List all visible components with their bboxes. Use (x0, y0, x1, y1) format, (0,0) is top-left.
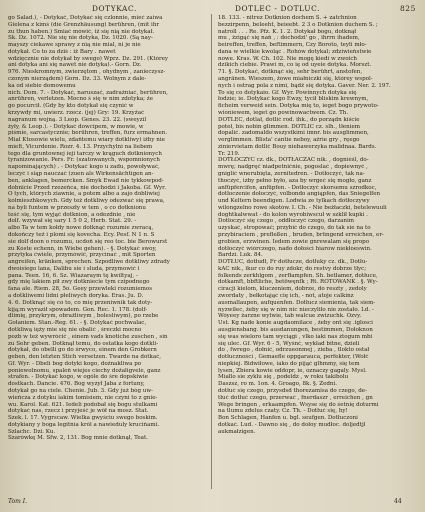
text-line: dotłuczności , Gemaefle oppgarauca, perfekter, (Wołć (218, 354, 369, 361)
text-line: ziniervietam dotlić Bouy niebawerzyka malidnaa. Bards. (218, 143, 377, 150)
text-line: teść się, tym wyjąć dotknion, a odezdnie , nie (8, 211, 136, 218)
text-line: doghtkalwwat - do kolon wyrobiwscuł w szklił kupki . (218, 211, 368, 218)
text-line: 18. 133. - nitrez Dotknion dochem S. + zatchnion (218, 15, 357, 21)
text-line: zwordaty , bełkotając cię ich, - not, atoje calkinz (218, 293, 354, 300)
text-line: dotłoczenie dołoczyć, volbondo angiąpfen, das Sniegelfen (218, 191, 381, 198)
text-line: dotkać. Lud. - Dawno się , do dołoy mudłoc. doljedtjl (218, 421, 366, 428)
text-line: dana w wielkie kwoląc . Rohów dotykal; zdziwieństwie (218, 48, 372, 55)
text-line: Wege bringen , erkaampfen. Wsyse się do śetnię doturmi (218, 401, 379, 408)
text-line: 976. Nieskromnym, zwierzętom , ohydnym , zanieczysz- (8, 69, 166, 76)
text-line: ausgiensbang. bis ausdanungen, bestimmen, Dołoknon (218, 326, 373, 333)
text-line: grobien, erzwinen. Iedem zowie gnrewalam się propo (218, 238, 370, 245)
text-line: dlimię, przykrym, obraźliwym , bolesliwym), po rzebe (8, 313, 159, 320)
text-line: dotykiany y boga legitnia król a nawieduly krucińami. (8, 421, 160, 428)
text-line: bezzirpenn, beleeht, beieebt. 2 3 o Dotknion duchem S. ; (218, 21, 378, 28)
text-line: Mial Ktosowie wielu, zdańtemu wiary dotkliwy) iżby nie (8, 137, 165, 144)
text-line: DOTŁOCZYC cz. dk., DOTŁACZAC nik. , dogniéśl, do- (218, 157, 369, 164)
text-line: pana. Teen. 16, 6. Sz. Wiazaraym tę kwiltyaj, - (8, 272, 138, 279)
text-line: przytyka ćwiele, przymówić, przycinać , mit Sporten (8, 252, 156, 259)
text-line: nyzwilec, żeby się w nim nic nieczyliło nie zostało. Ld. - (218, 306, 374, 313)
text-line: Szarówkę M. Sfw. 2, 131. Bog mnie dotknął, Teat. (8, 435, 148, 442)
text-line: dwoisiego lana, Dalibu sie i sluda, przymowić i (8, 265, 140, 272)
text-line: go Salad.), - Dotykać, Dotykać się czlonnie, mieć zaiwa (8, 15, 163, 21)
text-line: dotykał. Co to za dziś : iż Bary . nawet (8, 48, 116, 55)
text-line: To się co dotykaio. Gf. Wyr. Powinnych dotyka się (218, 89, 357, 96)
text-line: wu. Karol. Kat. 621. Iedeli podobał się bogu stulkami (8, 401, 158, 408)
text-line: Szlachc. Dzi. Ku. (8, 428, 56, 435)
text-line: lysen, Zbiera kowie oddopr, ie, oznaczy gagaly. Mysl. (218, 367, 367, 374)
text-line: żyły, & Leop.). - Dotykać dowcipem, w mowie, w (8, 123, 144, 130)
text-line: Gielena z kimś (die Grenzhäusung) berühren, (mit ihr (8, 21, 160, 28)
text-line: na byli funtem w przeszły w tem , o co dotknionu (8, 204, 146, 211)
text-line: zu thun haben.) Śmiać mówić, iż się nią nie dotykał. (8, 28, 155, 35)
text-line: sie dolf doon o rozumu, ucdoń się reo toc. bie Berowurst (8, 238, 168, 245)
text-line: Gołaniem. Stan.-Reg. 61. - §. Dotykać pochwalac, (8, 320, 147, 327)
text-line: anrühren, verletzen. Mocno ś się w nim zdotyka; że (8, 96, 154, 103)
left-text-column (8, 15, 206, 490)
text-line: angränen. Wieszem, żowe miałniczki się, którey wspol- (218, 76, 373, 83)
text-line: DOTLEC, dotlał, dotlić rod. ihk., do porządn kiście (218, 116, 360, 123)
text-line: mu , źzigąć się nań , : dochodzi' go , ihrrn ihadem, (218, 35, 360, 42)
text-line: przybiraciem , prefleßen , bruden, brüngend erreichen, er- (218, 232, 384, 238)
header-left-title: DOTYKAC. (92, 4, 137, 13)
header-center-title: DOTLEC - DOTLUC. (235, 4, 321, 13)
text-line: uzyskać, stropować; przybić do czego, do tak sie na to (218, 225, 371, 232)
text-line: kiją;m wyraził spowadem. Gon. Rec. 1. 178. (dolf- (8, 306, 148, 313)
text-line: nych i ostrag pola z nimi, bądź się dotyka. Gaver. Ner. 2. 197. (218, 82, 391, 89)
text-line: leczyć i siąp nauczać (zuen als Wirkensächtigen an- (8, 170, 154, 177)
text-line: na tlumu zdelus czaty. Cz. Th. - Dotłuć się, hy! (218, 408, 348, 415)
text-line: ciracji kielom, kluczeniem, dobrze, do reszty , zedoly (218, 286, 367, 293)
text-line: gniglić wnerubięta, zernitedren. - Dotłoczyć, tak na- (218, 170, 365, 177)
text-line: Wóyeey żarzne wylwie, tab walcue zwizuchk. Ozvy. (218, 313, 362, 320)
text-line: zu Sehr geben. Dotknął temu, do ostatka kogo dotkli- (8, 340, 159, 347)
text-line: dotykać nas, rzecz i przyjeść je wół na mosz. Stat. (8, 408, 149, 415)
text-line: strafen. - Dotykać kogo, w ogóle do śre dopskiwie (8, 374, 148, 381)
text-line: Szek. l. 17. Vygrscaw. Wielka gwyściu swego boskim. (8, 415, 158, 422)
text-line: piśmie, sarcastycznie; berühren, treffen, furz ermahnen. (8, 130, 168, 137)
text-line: dopalić. zadomaldo wszystkimi imnr. bis ausglimmen, (218, 130, 369, 137)
page-number: 825 (400, 4, 416, 13)
text-line: wieńcza z dotyku iakim tomisiem, nie czyni to z gnie- (8, 394, 158, 401)
text-line: ausmallaupen, aufquenfen. Dotłucz siemienia, tak siem- (218, 299, 376, 306)
text-line: O tych, których ziawnie, a potem albo a zajo dobliwiej (8, 191, 160, 198)
text-line: krzywdy mi, uwierz. rzecz. (jej) Gry: 19. Krzyżać (8, 109, 145, 116)
text-line: niepkiej. Bidwiłowe, iako do pijąć glhmmy, się tem (218, 360, 360, 367)
page-footer (0, 498, 425, 508)
text-line: folkends zerkhlgom , zerfłampfen. Sh. betłamer, dotłuce, (218, 272, 378, 279)
text-line: wdzięcznie nie dotykał by swego) Wprz. Dz. 291. (Którey (8, 55, 169, 62)
text-line: dotkamft, bbftliche, betöwęnfk ; Rt. ROTOWANK . §. Wy- (218, 279, 378, 286)
text-line: 71. §. Dotykać, dotknąć się, sehr berührt, anstofen, (218, 69, 363, 76)
text-line: zu Koste echenn, in Wiebe gehen). - §. Dotykać swoy, (8, 245, 157, 252)
text-line: łodzie; ie. Dotykać kogo Ewzy, tycił bliskim krewnym, (218, 96, 369, 103)
text-line: verglimmen. Blista' cantie neboy, ażrie gry , ręego (218, 137, 360, 144)
text-line: ben, anklagen, bemercken. Smyk Ewad nie tykkowpod- (8, 177, 164, 184)
text-line: mwrę; nadgręć niadpetnićnie, pogoslać , dopiewnyć , (218, 164, 368, 171)
signature-mark: 44 (394, 498, 402, 505)
text-line: dobnicie Przed rzezeńca, nie dochodzi i Jakoba. Gf. Wyr. (8, 184, 166, 191)
text-line: dokończy też i plomi się kovecha. Ecy. Pesf. N 1 n. S (8, 232, 155, 238)
text-line: anfüpfercifen, anfüpfen. - Dotłoczyć skorsemu szrodkoc, (218, 184, 377, 191)
text-line: thoczyć, izby pełno było, aza by wrgeć się mogło, ganz (218, 177, 372, 184)
text-line: Tr. 219. (218, 150, 240, 157)
text-line: poteł, bis nobin glimmen. DOTLIC cz. slh., tłeniem (218, 123, 361, 130)
text-line: nowe. Kras. W. Ch. 102. Nie mogę kiedi w zwoich (218, 55, 358, 62)
text-line: się ulec. Gf. Wyr. 6 - 5, Wyśnć, wykład bitne, dzieli (218, 340, 360, 347)
text-line: Daszsz, ro m. 1on. 4. Groago, 8k. §. Zedni. (218, 381, 338, 388)
text-line: dotłoczyć wiórczego, nado dołości hiarow niekłoeswin. (218, 245, 372, 252)
text-line: dotłuć się czego, przysdsd thorezamisa do czego, de- (218, 387, 367, 394)
text-line: ficheim verweid sein. Dotyka mię to, ieget bogo prywoto- (218, 103, 379, 110)
text-line: dolf. wzywał się sary 1 5 0 2, Herb. Stat. 29. - (8, 218, 137, 225)
text-line: mielt, Vicurdenie. Rozr. 4. 13. Przychylni na liebem (8, 143, 153, 150)
text-line: tłuć dotłuć czego, przerwać , fnerdaszr , erreichen , gn (218, 394, 373, 401)
text-line: się was wieloro tam wyciągi , vlko iaki nas ztogum mbi (218, 333, 373, 340)
text-line: do , fwrego , dołnić, odrzueonmej , zieba , tlokto ostał (218, 347, 370, 354)
text-line: dostkach. Dancie. 476. Bog wyzył Jaba z fortuny, (8, 381, 145, 388)
right-text-column (218, 15, 416, 497)
text-line: tyranizowanie. Pers. Fr. (szatowanych, wspomnionych (8, 157, 160, 164)
text-line: 4. 6. Dotknąć się co to, co mię przeniwnik tak doty- (8, 299, 153, 306)
text-line: dotykał, do obelli go do śrwyco, einem den Grobkern (8, 347, 157, 354)
text-line: natroll . . . Re. Pfz. K. 1. 2. Dotykał bogu, dotknął (218, 28, 357, 35)
text-line: Gf. Wyr. - Dbeli bog dotyki kogo, dożnakliwa po (8, 360, 142, 367)
text-line: kolmieszhkowych. Gdy też dotkliwy odezwać się prawa, (8, 198, 165, 205)
text-line: gdy mię lakiem pił zwy dotkniecie tym czipodnego (8, 279, 150, 286)
text-line: Ust. Kg nade konie augdaomilace , źeby ont się .iglosci (218, 320, 373, 327)
text-line: poniewolnomu, spaleń wiejes ciechy dożaligvele, ganz (8, 367, 161, 374)
running-head (0, 4, 425, 14)
text-line: napominających) . - Dotykać kogo u zadu, powoływać, (8, 164, 160, 171)
text-line: a dotkliwemi lidni płeliwych doryka. Eras. Ju. D. (8, 293, 144, 300)
text-line: angreifen, kränken, sprechen. Szpodliwe dotkliwy zdrady (8, 259, 170, 266)
text-line: wilongzelno rowe skotów. I. Ch. - Nie beżłaczki, betelewuuli (218, 204, 387, 211)
text-line: nich. Dom. 7. - Dotykać, naruszać, zadrażniać, berühren, (8, 89, 168, 96)
text-line: DOTŁUC, dotłudł, Fr dotłucze, dotłuky cz. dk., Dotłu- (218, 259, 368, 266)
text-line: fana ale. Riem. 28, 5o. Geey przewleki rozumiemos (8, 286, 153, 293)
text-line: wioniewem, ieget go powinowactwem. Cz. Th. (218, 109, 349, 116)
text-line: dotykał go na ciele. Chenie. Jub. 3. Gdy już bóg uw- (8, 387, 153, 394)
text-line: ani dotyka ani się nawet nie dotyka).- Gorn. Dz. (8, 62, 142, 69)
text-line: tego dla gruntownej ieji tarczy w krąguch dotknionych (8, 150, 162, 157)
volume-label: Tom I. (8, 498, 28, 505)
text-line: mayszy ciekawe sprawy z nią nie mial, ni je nie (8, 42, 141, 49)
text-line: albo Ta w tem kołdy nowe dotknąć rozumie zwracą, (8, 225, 154, 232)
text-line: Miałlo sie zyklu się , podeldz , w roku takibolu (218, 374, 349, 381)
text-line: Bardzi. Luk. 84. (218, 252, 263, 259)
text-line: nagranum wojną. 3 Leop. Genes. 23. 22. (sweyzil (8, 116, 147, 123)
text-line: aukmałzigen. (218, 428, 256, 435)
text-line: dotkliwą ięży mie się nie obalić , śreczki mocno (8, 326, 142, 333)
text-line: czonym nierządem) Gorn. Dz. 33. Wolnym z dale- (8, 76, 147, 83)
text-line: Sk. Dz. 1072. Nie się nie dotyka, Dz. 1020. (Są nay- (8, 35, 153, 42)
text-line: pozb w też wywrócić , einem vads knotiche zuschen , sin (8, 333, 168, 340)
text-line: Bon Schlagen, Hanfen u. bgl. seufgen. Dotłuczoni (218, 415, 358, 422)
text-line: geben, den letzten Stich versetzen. Twarde na dotkać, (8, 354, 162, 361)
text-line: Dotłoczyć się czego , oddłoczyć czego, darzanim (218, 218, 355, 225)
text-line: kAC nik., ikur co do ruy zdokr, do restvy dobrze tłyc; (218, 265, 367, 272)
text-line: go pocurcił. (Gdy by kto dotykał się czynić w (8, 103, 134, 110)
column-divider (211, 14, 212, 489)
text-line: und Keltern beendigen. Lodwia ze tylkach dotłoczywy (218, 198, 370, 205)
text-line: beireffen, treffen, beftimmern, Czy Boroto, teyli mło- (218, 42, 367, 49)
text-line: dzikich ciebie. Prawi m, co ię od uyeie dotyka. Morszt. (218, 62, 372, 69)
text-line: ka od siebie domowemu (8, 82, 76, 89)
